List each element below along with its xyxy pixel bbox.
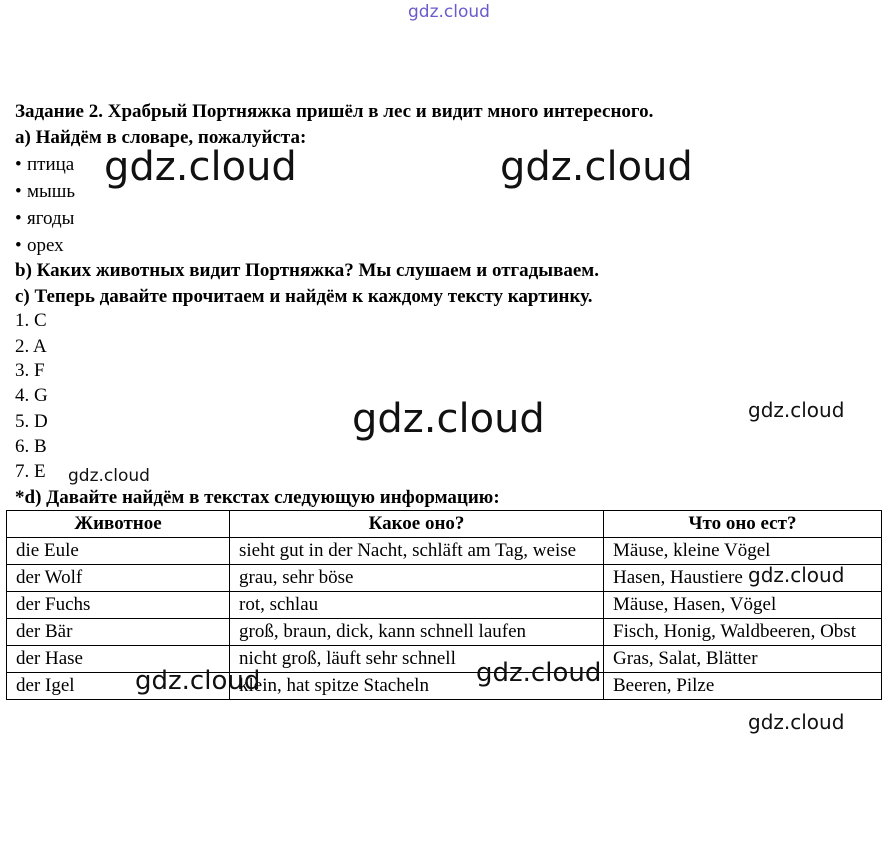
part-c-heading: c) Теперь давайте прочитаем и найдём к каждому тексту картинку.: [15, 286, 593, 307]
table-row: [7, 592, 882, 619]
watermark: gdz.cloud: [135, 666, 261, 696]
table-header-row: [7, 511, 882, 538]
word-item: • птица: [15, 154, 75, 175]
task-title: Задание 2. Храбрый Портняжка пришёл в лес и видит много интересного.: [15, 101, 654, 122]
table-cell-animal: der Igel: [7, 673, 230, 700]
table-row: [7, 619, 882, 646]
table-cell-food: Gras, Salat, Blätter: [604, 646, 882, 673]
word-item: • мышь: [15, 181, 76, 202]
watermark: gdz.cloud: [104, 144, 297, 190]
answer-item: 6. B: [15, 436, 47, 457]
table-cell-description: rot, schlau: [230, 592, 604, 619]
part-d-heading: *d) Давайте найдём в текстах следующую информацию:: [15, 487, 500, 508]
column-header: Животное: [7, 511, 230, 538]
table-cell-food: Fisch, Honig, Waldbeeren, Obst: [604, 619, 882, 646]
table-cell-animal: der Bär: [7, 619, 230, 646]
word-item: • орех: [15, 235, 64, 256]
table-cell-description: klein, hat spitze Stacheln: [230, 673, 604, 700]
table-cell-description: grau, sehr böse: [230, 565, 604, 592]
table-cell-animal: der Wolf: [7, 565, 230, 592]
table-cell-description: nicht groß, läuft sehr schnell: [230, 646, 604, 673]
word-text: орех: [27, 235, 64, 256]
table-cell-description: groß, braun, dick, kann schnell laufen: [230, 619, 604, 646]
answer-item: 1. C: [15, 310, 47, 331]
table-cell-food: Mäuse, kleine Vögel: [604, 538, 882, 565]
watermark: gdz.cloud: [352, 396, 545, 442]
column-header: Что оно ест?: [604, 511, 882, 538]
word-item: • ягоды: [15, 208, 75, 229]
part-a-heading: a) Найдём в словаре, пожалуйста:: [15, 127, 307, 148]
answer-item: 2. A: [15, 336, 47, 357]
watermark-top: gdz.cloud: [408, 2, 490, 22]
table-cell-animal: der Hase: [7, 646, 230, 673]
watermark: gdz.cloud: [748, 398, 845, 422]
table-row: [7, 538, 882, 565]
watermark: gdz.cloud: [68, 466, 150, 486]
word-text: птица: [27, 154, 75, 175]
column-header: Какое оно?: [230, 511, 604, 538]
part-b-heading: b) Каких животных видит Портняжка? Мы слушаем и отгадываем.: [15, 260, 599, 281]
word-text: мышь: [27, 181, 76, 202]
answer-item: 3. F: [15, 360, 45, 381]
table-cell-animal: der Fuchs: [7, 592, 230, 619]
watermark: gdz.cloud: [748, 710, 845, 734]
answer-item: 7. E: [15, 461, 46, 482]
word-text: ягоды: [27, 208, 75, 229]
table-cell-food: Mäuse, Hasen, Vögel: [604, 592, 882, 619]
watermark: gdz.cloud: [476, 658, 602, 688]
table-cell-animal: die Eule: [7, 538, 230, 565]
table-cell-food: Beeren, Pilze: [604, 673, 882, 700]
watermark: gdz.cloud: [748, 563, 845, 587]
watermark: gdz.cloud: [500, 144, 693, 190]
answer-item: 4. G: [15, 385, 48, 406]
table-cell-food: Hasen, Haustiere: [604, 565, 882, 592]
table-cell-description: sieht gut in der Nacht, schläft am Tag, weise: [230, 538, 604, 565]
answer-item: 5. D: [15, 411, 48, 432]
